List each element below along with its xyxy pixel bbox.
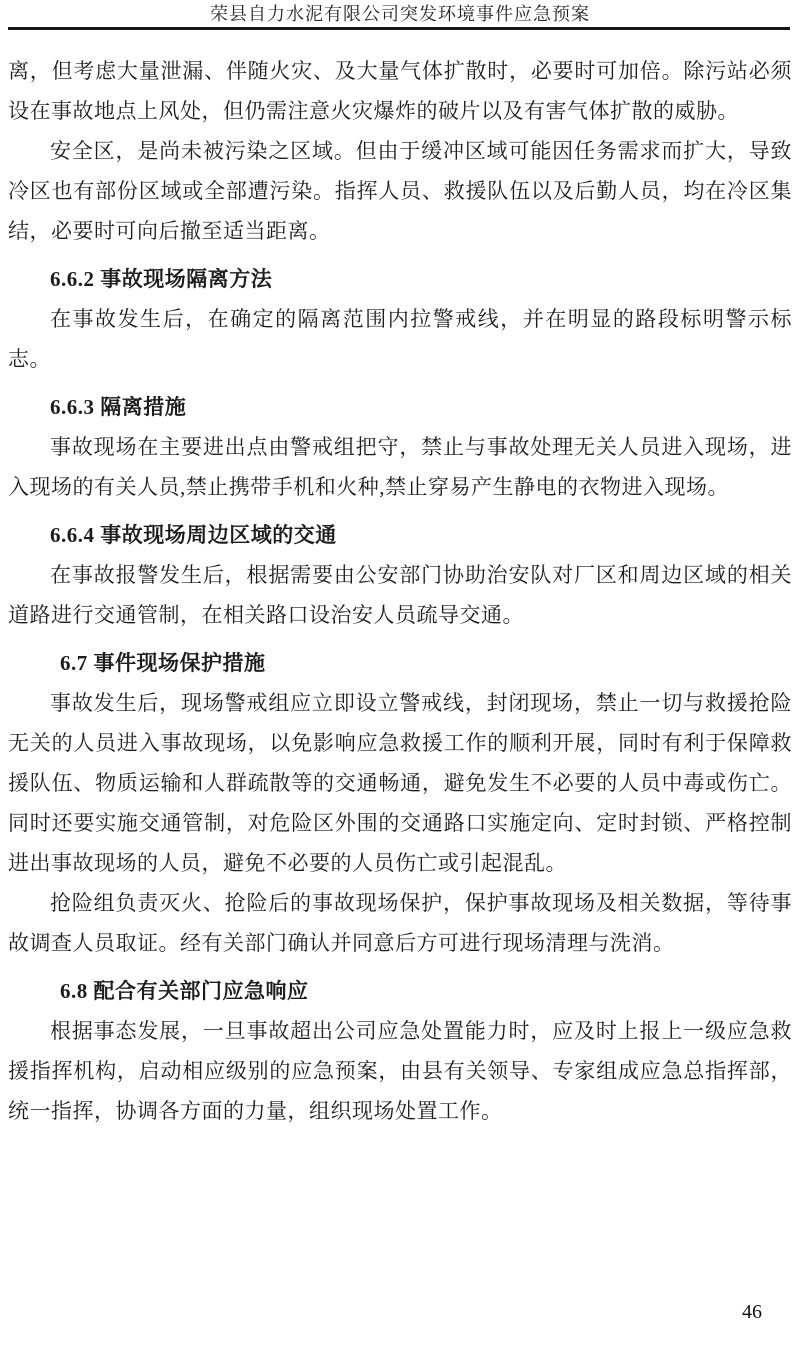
- section-heading: 6.8 配合有关部门应急响应: [60, 979, 309, 1003]
- paragraph: 事故发生后，现场警戒组应立即设立警戒线，封闭现场，禁止一切与救援抢险无关的人员进入事故现场，以免影响应急救援工作的顺利开展，同时有利于保障救援队伍、物质运输和人群疏散等的交通畅通，避免发生不必要的人员中毒或伤亡。同时还要实施交通管制，对危险区外围的交通路口实施定向、定时封锁、严格控制进出事故现场的人员，避免不必要的人员伤亡或引起混乱。: [8, 691, 792, 875]
- section-heading: 6.6.2 事故现场隔离方法: [50, 267, 273, 291]
- header-title: 荣县自力水泥有限公司突发环境事件应急预案: [210, 4, 590, 24]
- paragraph: 根据事态发展，一旦事故超出公司应急处置能力时，应及时上报上一级应急救援指挥机构，启动相应级别的应急预案，由县有关领导、专家组成应急总指挥部，统一指挥，协调各方面的力量，组织现场处置工作。: [8, 1019, 792, 1123]
- paragraph: 在事故发生后，在确定的隔离范围内拉警戒线，并在明显的路段标明警示标志。: [8, 307, 792, 371]
- section-heading: 6.7 事件现场保护措施: [60, 651, 266, 675]
- paragraph: 安全区，是尚未被污染之区域。但由于缓冲区域可能因任务需求而扩大，导致冷区也有部份区域或全部遭污染。指挥人员、救援队伍以及后勤人员，均在冷区集结，必要时可向后撤至适当距离。: [8, 139, 792, 243]
- page-number: 46: [742, 1301, 762, 1323]
- document-body: [0, 30, 800, 1131]
- paragraph: 在事故报警发生后，根据需要由公安部门协助治安队对厂区和周边区域的相关道路进行交通管制，在相关路口设治安人员疏导交通。: [8, 563, 792, 627]
- section-heading: 6.6.3 隔离措施: [50, 395, 187, 419]
- paragraph: 抢险组负责灭火、抢险后的事故现场保护，保护事故现场及相关数据，等待事故调查人员取证。经有关部门确认并同意后方可进行现场清理与洗消。: [8, 891, 792, 955]
- paragraph: 事故现场在主要进出点由警戒组把守，禁止与事故处理无关人员进入现场，进入现场的有关人员,禁止携带手机和火种,禁止穿易产生静电的衣物进入现场。: [8, 435, 792, 499]
- section-heading: 6.6.4 事故现场周边区域的交通: [50, 523, 337, 547]
- page-header: [0, 0, 800, 30]
- paragraph: 离，但考虑大量泄漏、伴随火灾、及大量气体扩散时，必要时可加倍。除污站必须设在事故地点上风处，但仍需注意火灾爆炸的破片以及有害气体扩散的威胁。: [8, 59, 792, 123]
